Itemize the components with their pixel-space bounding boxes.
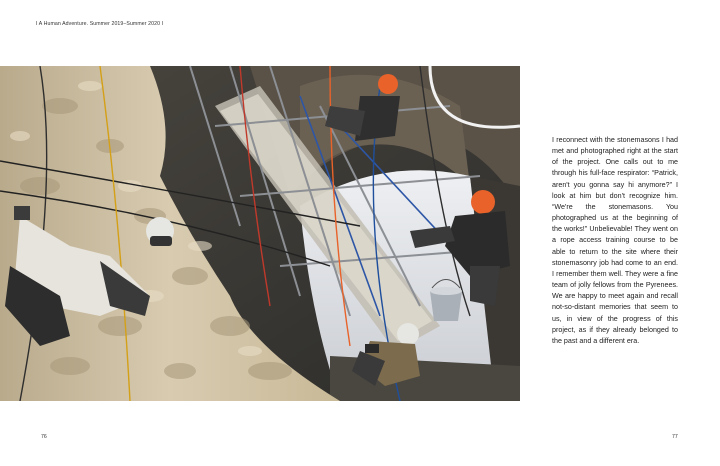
page-number-left: 76 — [41, 434, 47, 440]
photo — [0, 66, 520, 401]
running-header: I A Human Adventure. Summer 2019–Summer 2020 I — [36, 21, 164, 27]
body-paragraph: I reconnect with the stonemasons I had met and photographed right at the start of the project. One calls out to me through his full-face respirator: “Patrick, aren't you gonna say hi anymore?” I look at him but don't recognize him. “We're the stonemasons. You photographed us at the beginning of the works!” Unbelievable! They went on a rope access training course to be able to return to the site where their stonemasonry job had come to an end. I remember them well. They were a fine team of jolly fellows from the Pyrenees. We are happy to meet again and recall not-so-distant memories that seem to us, in view of the progress of this project, as if they already belonged to the past and a different era. — [552, 136, 678, 345]
photo-illustration — [0, 66, 520, 401]
page-number-right: 77 — [672, 434, 678, 440]
